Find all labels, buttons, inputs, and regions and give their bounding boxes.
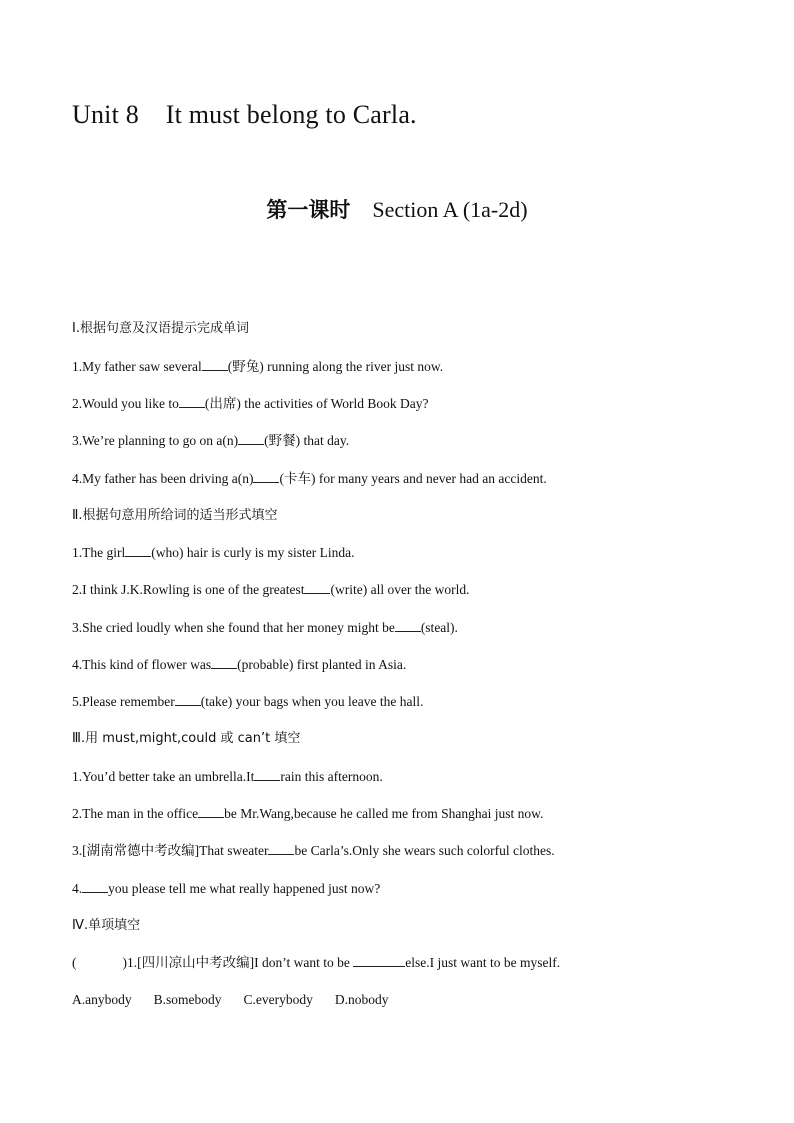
s1-question-1 xyxy=(72,358,443,376)
question-text: 5.Please remember xyxy=(72,694,175,709)
question-text: )1.[四川凉山中考改编]I don’t want to be xyxy=(122,955,350,970)
question-text: 2.The man in the office xyxy=(72,806,199,821)
answer-blank[interactable] xyxy=(268,842,294,855)
question-text: be Mr.Wang,because he called me from Shanghai just now. xyxy=(224,806,544,821)
question-text: 1.The girl xyxy=(72,545,126,560)
question-text: 3.We’re planning to go on a(n) xyxy=(72,433,239,448)
question-text: 3.She cried loudly when she found that her money might be xyxy=(72,620,395,635)
s4-q1-options xyxy=(72,991,411,1009)
answer-blank[interactable] xyxy=(175,693,201,706)
lesson-subtitle xyxy=(0,194,794,224)
s3-question-1 xyxy=(72,768,383,786)
option-d[interactable]: D.nobody xyxy=(334,992,389,1007)
answer-blank[interactable] xyxy=(82,880,108,893)
answer-blank[interactable] xyxy=(179,395,205,408)
question-text: 3.[湖南常德中考改编]That sweater xyxy=(72,843,269,858)
question-text: 2.I think J.K.Rowling is one of the greatest xyxy=(72,582,305,597)
question-text: you please tell me what really happened just now? xyxy=(108,881,381,896)
question-text: (卡车) for many years and never had an accident. xyxy=(279,471,547,486)
question-text: (野兔) running along the river just now. xyxy=(227,359,444,374)
s3-question-2 xyxy=(72,805,543,823)
section-label: Section A (1a-2d) xyxy=(372,197,528,222)
question-text: (probable) first planted in Asia. xyxy=(237,657,407,672)
s1-question-4 xyxy=(72,470,547,488)
s2-question-1 xyxy=(72,544,354,562)
question-text: (steal). xyxy=(420,620,458,635)
question-text: (write) all over the world. xyxy=(330,582,470,597)
s4-question-1 xyxy=(72,954,560,972)
s2-question-2 xyxy=(72,581,470,599)
question-text: be Carla’s.Only she wears such colorful clothes. xyxy=(294,843,555,858)
answer-paren-open: ( xyxy=(72,955,77,970)
option-a[interactable]: A.anybody xyxy=(72,992,132,1007)
s1-question-2 xyxy=(72,395,429,413)
section-3-heading: Ⅲ.用 must,might,could 或 can’t 填空 xyxy=(72,731,301,746)
s1-question-3 xyxy=(72,432,349,450)
question-text: 4. xyxy=(72,881,83,896)
section-1-heading: Ⅰ.根据句意及汉语提示完成单词 xyxy=(72,321,249,336)
answer-blank[interactable] xyxy=(238,432,264,445)
s2-question-5 xyxy=(72,693,423,711)
lesson-number: 第一课时 xyxy=(266,198,351,222)
answer-blank[interactable] xyxy=(304,581,330,594)
question-text: 4.My father has been driving a(n) xyxy=(72,471,254,486)
answer-blank[interactable] xyxy=(202,358,228,371)
answer-blank[interactable] xyxy=(395,619,421,632)
question-text: else.I just want to be myself. xyxy=(405,955,561,970)
answer-blank[interactable] xyxy=(353,954,405,967)
question-text: (take) your bags when you leave the hall. xyxy=(200,694,424,709)
question-text: 4.This kind of flower was xyxy=(72,657,212,672)
question-text: 1.You’d better take an umbrella.It xyxy=(72,769,255,784)
question-text: (野餐) that day. xyxy=(264,433,350,448)
s2-question-4 xyxy=(72,656,406,674)
answer-blank[interactable] xyxy=(198,805,224,818)
section-4-heading: Ⅳ.单项填空 xyxy=(72,918,141,933)
question-text: rain this afternoon. xyxy=(280,769,383,784)
question-text: 2.Would you like to xyxy=(72,396,179,411)
unit-title: Unit 8 It must belong to Carla. xyxy=(72,100,417,129)
answer-blank[interactable] xyxy=(125,544,151,557)
s3-question-3 xyxy=(72,842,555,860)
s3-question-4 xyxy=(72,880,380,898)
answer-blank[interactable] xyxy=(254,768,280,781)
answer-blank[interactable] xyxy=(211,656,237,669)
option-c[interactable]: C.everybody xyxy=(243,992,313,1007)
question-text: (who) hair is curly is my sister Linda. xyxy=(151,545,355,560)
answer-blank[interactable] xyxy=(253,470,279,483)
question-text: 1.My father saw several xyxy=(72,359,202,374)
s2-question-3 xyxy=(72,619,458,637)
option-b[interactable]: B.somebody xyxy=(153,992,222,1007)
section-2-heading: Ⅱ.根据句意用所给词的适当形式填空 xyxy=(72,508,278,523)
question-text: (出席) the activities of World Book Day? xyxy=(204,396,429,411)
